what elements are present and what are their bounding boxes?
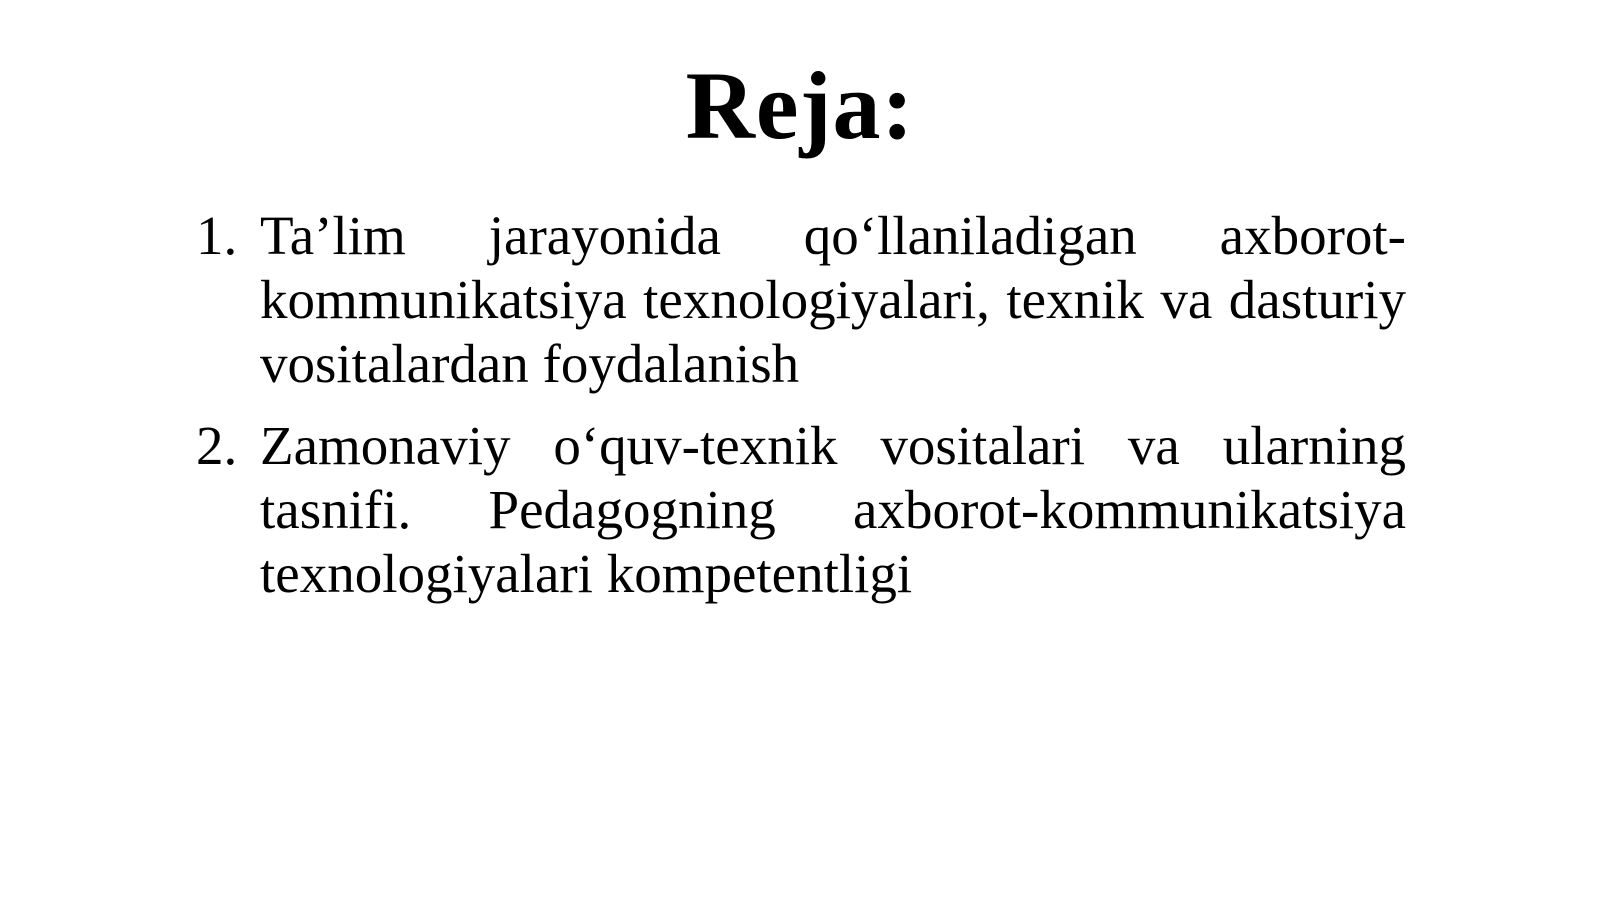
list-item [196, 204, 1406, 396]
list-item-number: 2. [196, 415, 238, 476]
list-item-text: Ta’lim jarayonida qo‘llaniladigan axborot-kommunikatsiya texnologiyalari, texnik va dasturiy vositalardan foydalanish [260, 205, 1406, 394]
list-item [196, 414, 1406, 606]
slide-title: Reja: [685, 52, 915, 159]
list-item-text: Zamonaviy o‘quv-texnik vositalari va ularning tasnifi. Pedagogning axborot-kommunikatsiya texnologiyalari kompetentligi [260, 415, 1406, 604]
plan-list [196, 204, 1406, 624]
list-item-number: 1. [196, 205, 238, 266]
